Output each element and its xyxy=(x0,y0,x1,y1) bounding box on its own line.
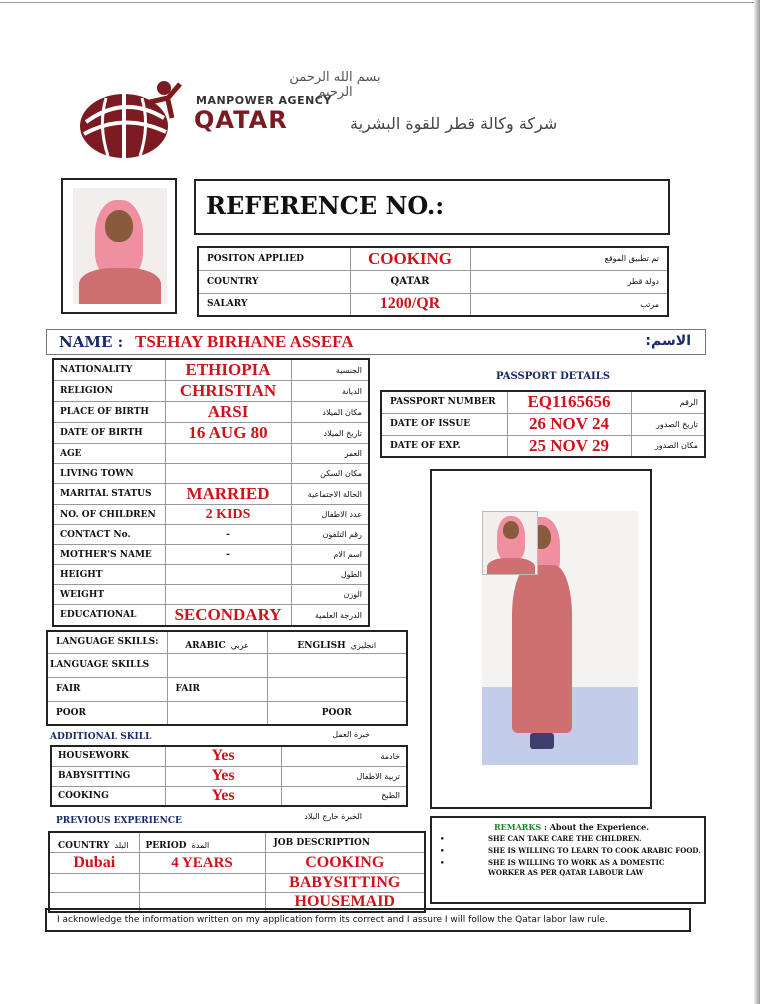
personal-value: SECONDARY xyxy=(165,605,291,627)
personal-value xyxy=(165,565,291,585)
acknowledgement-text: I acknowledge the information written on my application form its correct and I assure I will follow the Qatar labor law rule. xyxy=(57,915,608,925)
remarks-item xyxy=(440,834,702,844)
personal-label: MARITAL STATUS xyxy=(53,484,165,505)
remarks-box xyxy=(430,816,706,904)
personal-row xyxy=(53,565,369,585)
agency-name-main: QATAR xyxy=(194,106,288,134)
personal-label-ar: الدرجة العلمية xyxy=(315,610,362,620)
salary-label-ar: مرتب xyxy=(640,299,659,309)
exp-period-header-ar: المدة xyxy=(191,841,210,850)
acknowledgement-box xyxy=(45,908,691,932)
page-top-rule xyxy=(0,2,760,3)
remarks-title xyxy=(494,822,649,832)
inset-photo xyxy=(482,511,538,575)
full-photo-frame xyxy=(430,469,652,809)
additional-row xyxy=(51,766,407,786)
personal-label-ar: الوزن xyxy=(343,590,362,599)
remarks-item-text: SHE IS WILLING TO WORK AS A DOMESTIC WORKER AS PER QATAR LABOUR LAW xyxy=(488,858,665,877)
language-label: POOR xyxy=(47,701,167,725)
personal-label: DATE OF BIRTH xyxy=(53,423,165,444)
additional-value: Yes xyxy=(165,786,281,806)
language-arabic-value: FAIR xyxy=(167,677,267,701)
page-edge-shadow xyxy=(754,0,760,1004)
additional-value: Yes xyxy=(165,746,281,766)
personal-row xyxy=(53,381,369,402)
additional-label-ar: تربية الاطفال xyxy=(356,771,400,781)
exp-period-header xyxy=(139,832,265,853)
additional-row xyxy=(51,746,407,766)
experience-row xyxy=(49,874,425,893)
exp-country-header-text: COUNTRY xyxy=(58,841,110,851)
personal-row xyxy=(53,444,369,464)
additional-value: Yes xyxy=(165,766,281,786)
country-label-ar: دولة قطر xyxy=(627,277,659,286)
globe-logo-icon xyxy=(68,74,196,164)
personal-label: CONTACT No. xyxy=(53,525,165,545)
name-value: TSEHAY BIRHANE ASSEFA xyxy=(135,332,354,351)
personal-label: HEIGHT xyxy=(53,565,165,585)
bullet-icon: • xyxy=(440,834,445,843)
language-row xyxy=(47,677,407,701)
additional-table xyxy=(50,745,408,807)
exp-country-value: Dubai xyxy=(49,853,139,874)
personal-table xyxy=(52,358,370,627)
personal-value xyxy=(165,585,291,605)
passport-value: 26 NOV 24 xyxy=(507,413,631,435)
personal-row xyxy=(53,484,369,505)
salary-row xyxy=(198,293,668,316)
remarks-item xyxy=(440,858,702,878)
language-row xyxy=(47,653,407,677)
remarks-title-suffix: : About the Experience. xyxy=(541,822,649,832)
personal-value xyxy=(165,464,291,484)
remarks-list xyxy=(440,834,702,880)
personal-label: MOTHER'S NAME xyxy=(53,545,165,565)
additional-title: ADDITIONAL SKILL xyxy=(50,732,152,742)
passport-value: 25 NOV 29 xyxy=(507,435,631,457)
language-label: FAIR xyxy=(47,677,167,701)
personal-row xyxy=(53,545,369,565)
personal-label-ar: الجنسية xyxy=(335,365,362,375)
country-row xyxy=(198,270,668,293)
personal-label: LIVING TOWN xyxy=(53,464,165,484)
personal-value: - xyxy=(165,545,291,565)
personal-label: WEIGHT xyxy=(53,585,165,605)
language-label: LANGUAGE SKILLS xyxy=(47,653,167,677)
personal-row xyxy=(53,605,369,627)
english-header-ar: انجليزي xyxy=(350,640,377,650)
additional-label-ar: الطبخ xyxy=(381,791,400,801)
reference-box xyxy=(194,179,670,235)
profile-photo-frame xyxy=(61,178,177,314)
agency-name-top: MANPOWER AGENCY xyxy=(196,94,332,107)
exp-job-header: JOB DESCRIPTION xyxy=(273,837,371,848)
personal-label-ar: الطول xyxy=(340,570,362,579)
experience-row xyxy=(49,853,425,874)
name-row xyxy=(46,329,706,355)
language-english-value xyxy=(267,677,407,701)
personal-label: EDUCATIONAL xyxy=(53,605,165,627)
language-table xyxy=(46,630,408,726)
language-english-header xyxy=(267,631,407,653)
header xyxy=(60,62,660,172)
additional-label: COOKING xyxy=(51,786,165,806)
remarks-item-text: SHE CAN TAKE CARE THE CHILDREN. xyxy=(488,834,642,843)
passport-label: PASSPORT NUMBER xyxy=(381,391,507,413)
remarks-title-label: REMARKS xyxy=(494,822,542,832)
personal-label-ar: تاريخ الميلاد xyxy=(323,428,362,438)
arabic-header-ar: عربي xyxy=(230,640,249,650)
personal-row xyxy=(53,402,369,423)
bullet-icon: • xyxy=(440,858,445,867)
exp-period-value: 4 YEARS xyxy=(139,853,265,874)
personal-value: MARRIED xyxy=(165,484,291,505)
passport-label-ar: مكان الصدور xyxy=(654,441,698,451)
personal-row xyxy=(53,505,369,525)
personal-value: - xyxy=(165,525,291,545)
personal-label-ar: اسم الام xyxy=(333,550,362,559)
passport-label: DATE OF ISSUE xyxy=(381,413,507,435)
language-arabic-value xyxy=(167,653,267,677)
arabic-header-text: ARABIC xyxy=(185,640,226,651)
salary-value: 1200/QR xyxy=(350,293,470,316)
personal-row xyxy=(53,359,369,381)
english-header-text: ENGLISH xyxy=(297,640,346,651)
agency-name-arabic: شركة وكالة قطر للقوة البشرية xyxy=(350,114,558,133)
additional-label-ar: خادمة xyxy=(380,751,400,761)
name-label: NAME : xyxy=(59,333,124,351)
language-arabic-header xyxy=(167,631,267,653)
personal-label: NO. OF CHILDREN xyxy=(53,505,165,525)
passport-row xyxy=(381,391,705,413)
experience-title-ar: الخبرة خارج البلاد xyxy=(304,812,362,821)
remarks-item xyxy=(440,846,702,856)
position-table xyxy=(197,246,669,317)
bismillah-text: بسم الله الرحمن الرحيم xyxy=(289,70,381,100)
personal-value: 2 KIDS xyxy=(165,505,291,525)
personal-label-ar: العمر xyxy=(344,449,362,458)
passport-label-ar: الرقم xyxy=(679,397,698,407)
personal-value: 16 AUG 80 xyxy=(165,423,291,444)
remarks-item-text: SHE IS WILLING TO LEARN TO COOK ARABIC FOOD. xyxy=(488,846,701,855)
personal-value: ETHIOPIA xyxy=(165,359,291,381)
experience-header-row xyxy=(49,832,425,853)
personal-label-ar: الحالة الاجتماعية xyxy=(307,489,362,499)
personal-row xyxy=(53,525,369,545)
exp-job-value: BABYSITTING xyxy=(289,874,401,891)
personal-label-ar: عدد الاطفال xyxy=(321,510,362,519)
additional-label: HOUSEWORK xyxy=(51,746,165,766)
exp-period-header-text: PERIOD xyxy=(145,841,187,851)
passport-title: PASSPORT DETAILS xyxy=(496,371,610,382)
personal-label-ar: مكان السكن xyxy=(320,469,362,478)
country-value: QATAR xyxy=(350,270,470,293)
salary-label: SALARY xyxy=(198,293,350,316)
additional-title-ar: خبرة العمل xyxy=(332,730,370,739)
language-arabic-value xyxy=(167,701,267,725)
reference-label: REFERENCE NO.: xyxy=(206,191,445,220)
experience-title: PREVIOUS EXPERIENCE xyxy=(56,816,182,826)
language-header-label: LANGUAGE SKILLS: xyxy=(47,631,167,653)
language-english-value: POOR xyxy=(321,707,352,718)
experience-table xyxy=(48,831,426,913)
language-english-value xyxy=(267,653,407,677)
personal-value: CHRISTIAN xyxy=(165,381,291,402)
exp-job-value: COOKING xyxy=(305,854,385,871)
passport-row xyxy=(381,435,705,457)
personal-label: RELIGION xyxy=(53,381,165,402)
exp-country-header-ar: البلد xyxy=(114,841,129,850)
personal-value xyxy=(165,444,291,464)
language-row xyxy=(47,701,407,725)
position-row xyxy=(198,247,668,270)
personal-row xyxy=(53,585,369,605)
profile-photo xyxy=(73,188,167,304)
personal-row xyxy=(53,423,369,444)
exp-job-value: HOUSEMAID xyxy=(294,893,395,910)
passport-value: EQ1165656 xyxy=(507,391,631,413)
country-label: COUNTRY xyxy=(198,270,350,293)
position-label-ar: تم تطبيق الموقع xyxy=(604,254,659,264)
position-label: POSITON APPLIED xyxy=(198,247,350,270)
personal-row xyxy=(53,464,369,484)
personal-label: PLACE OF BIRTH xyxy=(53,402,165,423)
personal-label-ar: رقم التلفون xyxy=(322,530,362,539)
passport-label-ar: تاريخ الصدور xyxy=(656,419,698,429)
passport-label: DATE OF EXP. xyxy=(381,435,507,457)
exp-country-header xyxy=(49,832,139,853)
personal-label: NATIONALITY xyxy=(53,359,165,381)
name-label-ar: الاسم: xyxy=(645,333,691,349)
language-header-row xyxy=(47,631,407,653)
additional-row xyxy=(51,786,407,806)
position-value: COOKING xyxy=(350,247,470,270)
personal-label-ar: مكان الميلاد xyxy=(322,407,362,417)
additional-label: BABYSITTING xyxy=(51,766,165,786)
personal-value: ARSI xyxy=(165,402,291,423)
personal-label: AGE xyxy=(53,444,165,464)
bullet-icon: • xyxy=(440,846,445,855)
personal-label-ar: الديانة xyxy=(341,386,362,396)
passport-row xyxy=(381,413,705,435)
passport-table xyxy=(380,390,706,458)
